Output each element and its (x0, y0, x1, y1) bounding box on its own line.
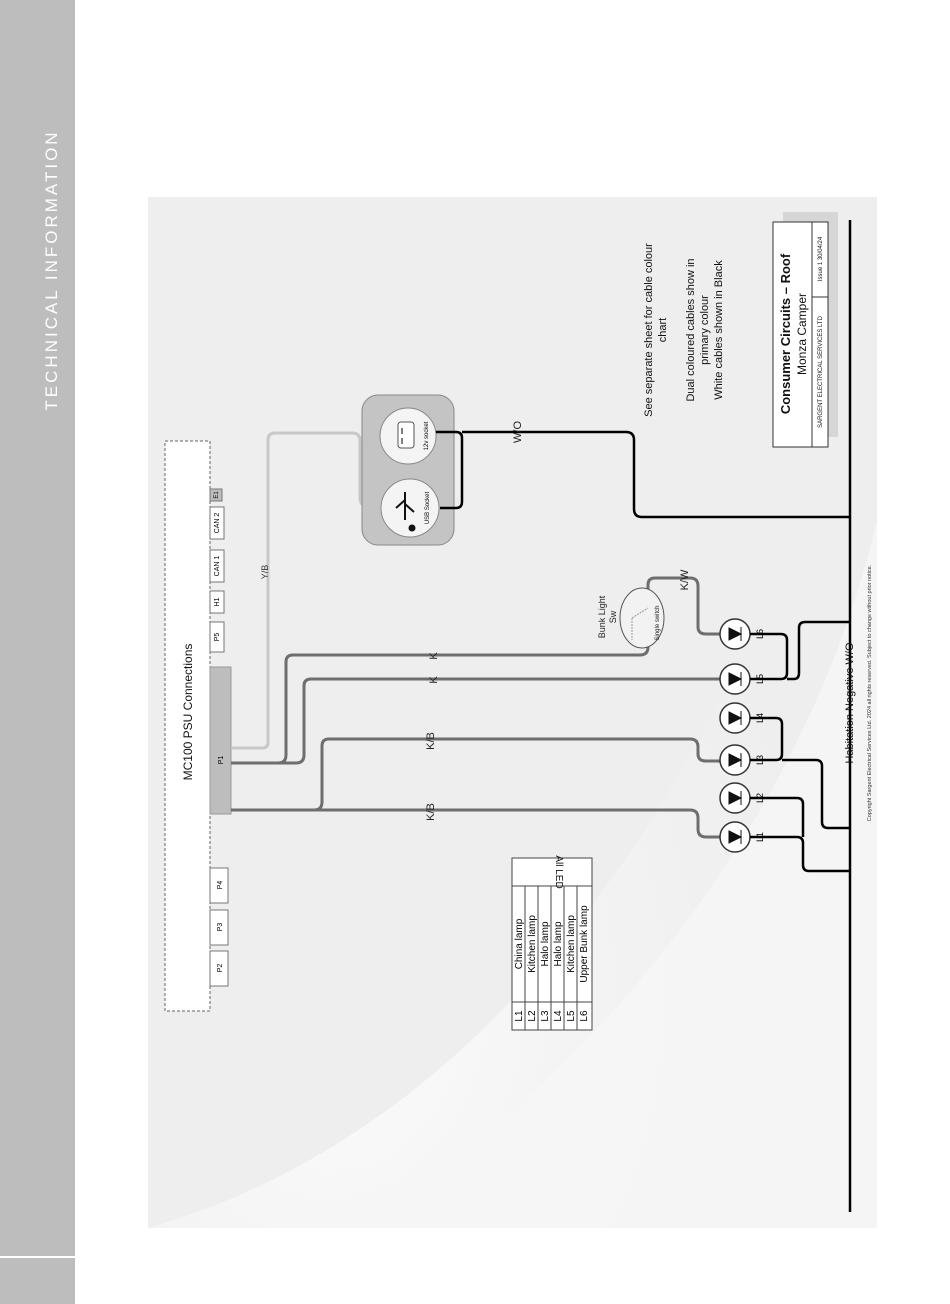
cable-label-k: K (428, 676, 440, 684)
connector-label: P2 (217, 963, 224, 973)
cable-label-kb: K/B (425, 803, 437, 821)
legend-id: L1 (514, 1010, 525, 1022)
lamp-label: L1 (755, 831, 765, 843)
cable-label-wo: W/O (512, 421, 524, 443)
connector-label: E1 (214, 491, 220, 499)
legend-id: L5 (566, 1010, 577, 1022)
connector-p4 (210, 868, 228, 903)
connector-can2 (210, 507, 224, 539)
cable-label-kw: K/W (679, 569, 691, 591)
legend-id: L3 (540, 1010, 551, 1022)
title-block-company: SARGENT ELECTRICAL SERVICES LTD (818, 316, 824, 428)
note-line: chart (657, 317, 669, 343)
connector-can1 (210, 550, 224, 582)
title-block (773, 212, 838, 447)
lamp-label: L6 (755, 628, 765, 640)
connector-label: P1 (218, 755, 225, 765)
connector-label: P3 (217, 922, 224, 932)
switch-type: Single switch (655, 605, 661, 641)
cable-label-k: K (428, 652, 440, 660)
title-block-title: Consumer Circuits – Roof (778, 253, 793, 415)
legend-header: All LED (553, 855, 564, 889)
legend-id: L6 (579, 1010, 590, 1022)
title-block-issue: Issue 1 30/04/24 (818, 236, 824, 282)
copyright: Copyright Sargent Electrical Services Ltd. 2024 all rights reserved. Subject to change without prior notice. (867, 564, 873, 822)
connector-e1 (210, 489, 222, 501)
legend-name: Halo lamp (540, 921, 551, 967)
note-line: primary colour (699, 295, 711, 365)
legend-name: Upper Bunk lamp (579, 905, 590, 983)
lamp-legend (512, 855, 592, 1030)
lamp-label: L2 (755, 792, 765, 804)
section-title: TECHNICAL INFORMATION (42, 129, 61, 411)
lamp-label: L5 (755, 673, 765, 685)
note-line: Dual coloured cables show in (685, 258, 697, 402)
usb-socket (381, 479, 439, 537)
connector-p2 (210, 951, 228, 986)
connector-h1 (210, 591, 224, 613)
connector-label: CAN 2 (214, 512, 221, 534)
legend-id: L2 (527, 1010, 538, 1022)
negative-label: Habitation Negative W/O (844, 642, 856, 764)
note-line: See separate sheet for cable colour (643, 243, 655, 417)
legend-name: Kitchen lamp (527, 915, 538, 973)
twelve-v-socket (380, 408, 436, 464)
psu-title: MC100 PSU Connections (181, 643, 195, 781)
connector-p5 (210, 622, 224, 652)
twelve-v-label: 12v socket (424, 421, 430, 451)
connector-label: CAN 1 (214, 555, 221, 577)
connector-p3 (210, 910, 228, 945)
legend-name: Kitchen lamp (566, 915, 577, 973)
legend-id: L4 (553, 1010, 564, 1022)
legend-name: China lamp (514, 918, 525, 970)
connector-p1 (210, 667, 231, 814)
legend-name: Halo lamp (553, 921, 564, 967)
cable-label-kb: K/B (425, 732, 437, 750)
connector-label: P4 (217, 880, 224, 890)
note-line: White cables shown in Black (713, 260, 725, 400)
cable-label-yb: Y/B (260, 564, 270, 580)
title-block-subtitle: Monza Camper (795, 292, 809, 376)
connector-label: P5 (214, 632, 221, 642)
lamp-label: L3 (755, 754, 765, 766)
usb-label: USB Socket (425, 491, 431, 525)
switch-label-line1: Bunk Light (597, 595, 607, 639)
lamp-label: L4 (755, 712, 765, 724)
connector-label: H1 (214, 597, 221, 607)
switch-label-line2: Sw (608, 610, 618, 624)
